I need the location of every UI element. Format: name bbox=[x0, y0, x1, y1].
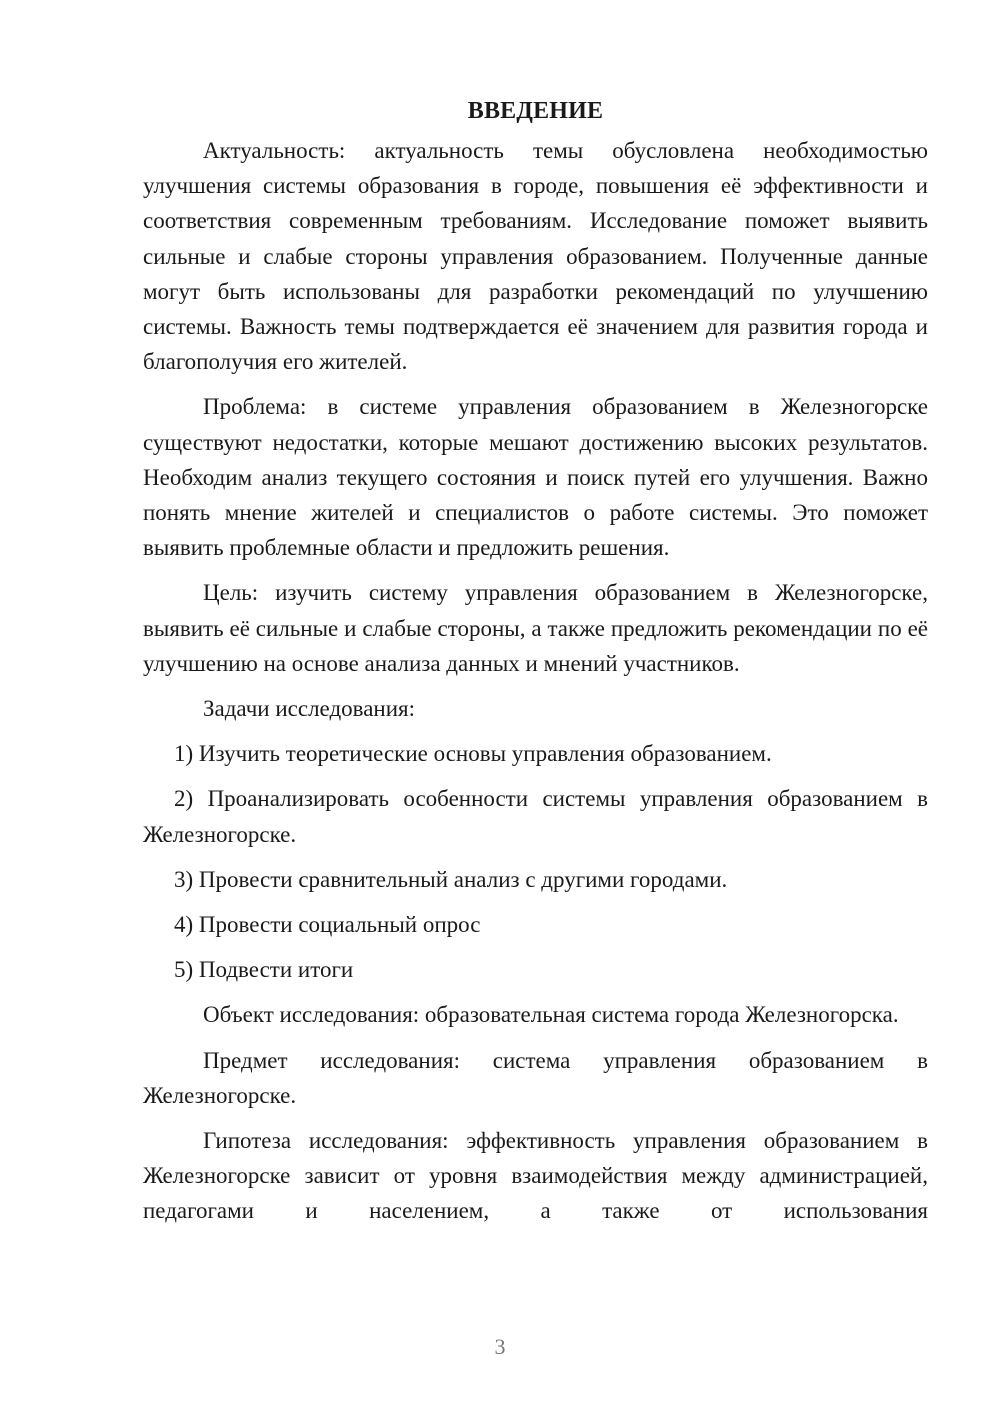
paragraph-relevance: Актуальность: актуальность темы обусловлена необходимостью улучшения системы образования в городе, повышения её эффективности и соответствия современным требованиям. Исследование поможет выявить сильные и слабые стороны управления образованием. Полученные данные могут быть использованы для разработки рекомендаций по улучшению системы. Важность темы подтверждается её значением для развития города и благополучия его жителей. bbox=[143, 138, 928, 375]
task-item: 1) Изучить теоретические основы управления образованием. bbox=[174, 741, 772, 767]
page-content bbox=[143, 93, 928, 1239]
page-number: 3 bbox=[494, 1334, 506, 1359]
tasks-title: Задачи исследования: bbox=[203, 696, 416, 722]
paragraph-object: Объект исследования: образовательная система города Железногорска. bbox=[203, 1002, 899, 1028]
paragraph-goal: Цель: изучить систему управления образованием в Железногорске, выявить её сильные и слабые стороны, а также предложить рекомендации по её улучшению на основе анализа данных и мнений участников. bbox=[143, 580, 928, 676]
task-item: 2) Проанализировать особенности системы управления образованием в Железногорске. bbox=[143, 786, 928, 847]
paragraph-problem: Проблема: в системе управления образованием в Железногорске существуют недостатки, которые мешают достижению высоких результатов. Необходим анализ текущего состояния и поиск путей его улучшения. Важно понять мнение жителей и специалистов о работе системы. Это поможет выявить проблемные области и предложить решения. bbox=[143, 394, 928, 561]
task-item: 5) Подвести итоги bbox=[174, 957, 354, 983]
paragraph-subject: Предмет исследования: система управления образованием в Железногорске. bbox=[143, 1047, 928, 1108]
section-heading: ВВЕДЕНИЕ bbox=[467, 98, 604, 124]
task-item: 3) Провести сравнительный анализ с другими городами. bbox=[174, 866, 728, 892]
task-item: 4) Провести социальный опрос bbox=[174, 912, 481, 938]
paragraph-hypothesis: Гипотеза исследования: эффективность управления образованием в Железногорске зависит от уровня взаимодействия между администрацией, педагогами и населением, а также от использования bbox=[143, 1128, 928, 1224]
